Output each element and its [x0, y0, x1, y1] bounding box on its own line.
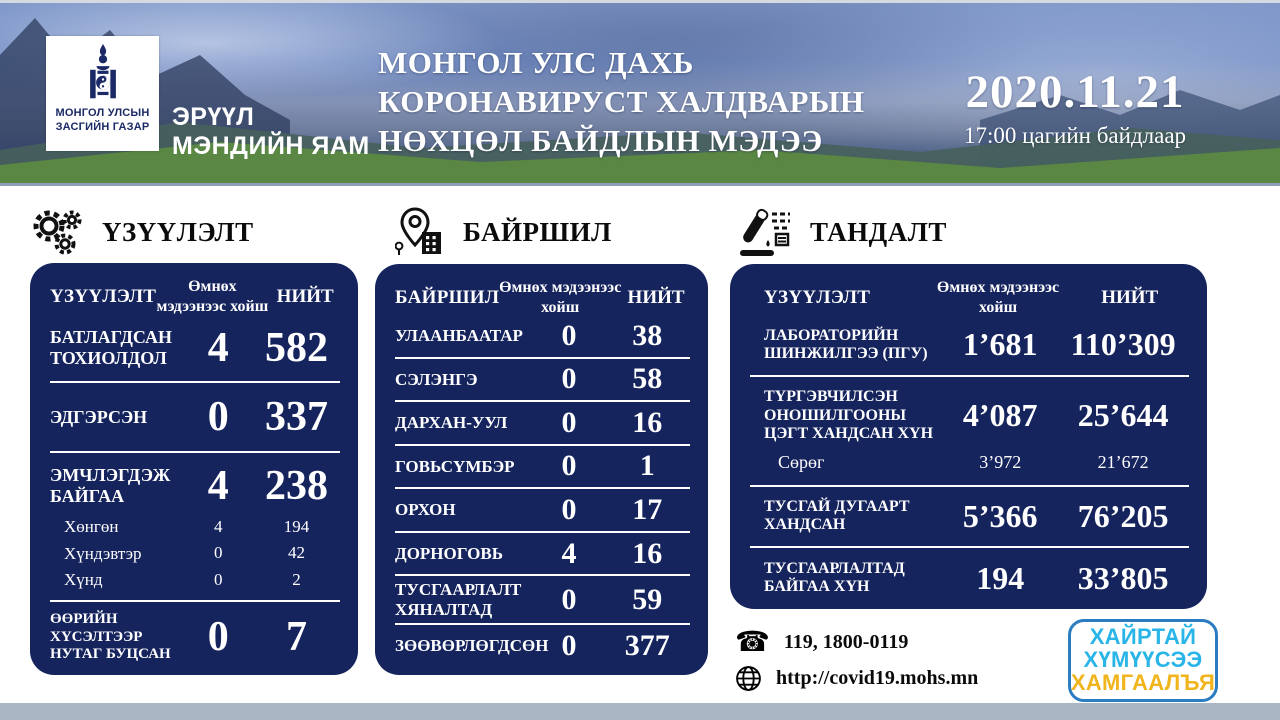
- row-label: ДАРХАН-УУЛ: [395, 413, 508, 433]
- row-new-value: 4’087: [962, 397, 1038, 434]
- row-total-value: 1: [639, 449, 655, 483]
- gov-text-line1: МОНГОЛ УЛСЫН: [55, 107, 150, 119]
- ministry-line1: ЭРҮҮЛ: [172, 103, 255, 131]
- column-header-new: Өмнөх мэдээнээс хойш: [936, 279, 1060, 316]
- row-divider: [50, 600, 340, 602]
- row-new-value: 194: [976, 559, 1025, 596]
- phone-icon: ☎: [735, 625, 770, 658]
- report-date-block: [930, 65, 1220, 149]
- row-total-value: 25’644: [1077, 397, 1169, 434]
- section-heading-locations: [395, 206, 612, 258]
- row-new-value: 4: [561, 536, 577, 570]
- title-line2: КОРОНАВИРУСТ ХАЛДВАРЫН: [378, 84, 865, 120]
- row-new-value: 4: [213, 516, 223, 536]
- row-label: ЭДГЭРСЭН: [50, 406, 148, 427]
- table-row-transported: [395, 629, 690, 663]
- section-heading-surveillance: [738, 206, 947, 258]
- row-new-value: 0: [561, 318, 577, 352]
- row-total-value: 110’309: [1070, 326, 1176, 363]
- table-row-orkhon: [395, 493, 690, 527]
- row-new-value: 0: [561, 449, 577, 483]
- row-divider: [395, 444, 690, 446]
- row-label: ЭМЧЛЭГДЭЖ БАЙГАА: [50, 465, 171, 507]
- row-total-value: 33’805: [1077, 559, 1169, 596]
- lab-test-icon: [738, 206, 794, 258]
- column-header-label: ҮЗҮҮЛЭЛТ: [764, 287, 871, 308]
- row-label: Хүндэвтэр: [64, 543, 142, 563]
- row-total-value: 17: [632, 493, 663, 527]
- row-new-value: 0: [213, 543, 223, 563]
- row-new-value: 0: [561, 493, 577, 527]
- title-line1: МОНГОЛ УЛС ДАХЬ: [378, 45, 694, 80]
- row-total-value: 337: [264, 393, 328, 440]
- header-banner: [0, 0, 1280, 186]
- row-divider: [395, 400, 690, 402]
- row-total-value: 7: [285, 614, 307, 661]
- ministry-name: [172, 103, 370, 161]
- row-label: ТҮРГЭВЧИЛСЭН ОНОШИЛГООНЫ ЦЭГТ ХАНДСАН ХҮН: [764, 388, 934, 443]
- table-header: [50, 277, 340, 317]
- column-header-new: Өмнөх мэдээнээс хойш: [156, 278, 269, 315]
- row-divider: [395, 531, 690, 533]
- row-label: ТУСГААРЛАЛТАД БАЙГАА ХҮН: [764, 560, 905, 596]
- footer-bar: [0, 703, 1280, 720]
- row-total-value: 377: [624, 628, 670, 662]
- row-total-value: 16: [632, 536, 663, 570]
- table-row-govisumber: [395, 449, 690, 483]
- row-divider: [50, 381, 340, 383]
- table-header: [750, 278, 1189, 318]
- row-total-value: 38: [632, 318, 663, 352]
- soyombo-emblem-icon: [80, 44, 126, 102]
- table-row-in-treatment: [50, 462, 340, 510]
- row-label: Хөнгөн: [64, 516, 119, 536]
- row-label: УЛААНБААТАР: [395, 326, 523, 345]
- row-new-value: 0: [213, 570, 223, 589]
- row-divider: [395, 487, 690, 489]
- row-new-value: 0: [561, 405, 577, 439]
- table-subrow-mild: [50, 517, 340, 537]
- column-header-total: НИЙТ: [276, 286, 334, 307]
- row-label: ТУСГАЙ ДУГААРТ ХАНДСАН: [764, 498, 910, 534]
- row-total-value: 582: [264, 324, 328, 371]
- row-divider: [395, 623, 690, 625]
- row-total-value: 238: [264, 463, 328, 510]
- website-row: [735, 665, 978, 692]
- section-title: ҮЗҮҮЛЭЛТ: [102, 216, 254, 247]
- table-header: [395, 278, 690, 318]
- row-total-value: 42: [287, 543, 305, 563]
- table-subrow-negative: [750, 452, 1189, 473]
- table-row-hotline-calls: [750, 498, 1189, 535]
- row-total-value: 21’672: [1097, 452, 1149, 473]
- location-pin-icon: [395, 206, 447, 258]
- globe-icon: [735, 665, 762, 692]
- table-row-recovered: [50, 393, 340, 441]
- row-new-value: 0: [561, 628, 577, 662]
- row-new-value: 0: [561, 582, 577, 616]
- row-total-value: 194: [283, 516, 310, 536]
- report-date: 2020.11.21: [965, 66, 1185, 118]
- gears-icon: [30, 208, 86, 256]
- table-row-darkhan-uul: [395, 406, 690, 440]
- government-logo: [46, 36, 159, 151]
- row-label: ГОВЬСҮМБЭР: [395, 456, 515, 476]
- table-row-isolation-monitoring: [395, 580, 690, 619]
- table-row-returned-home: [50, 611, 340, 663]
- row-new-value: 5’366: [962, 497, 1038, 534]
- row-new-value: 1’681: [962, 326, 1038, 363]
- row-label: ТУСГААРЛАЛТ ХЯНАЛТАД: [395, 580, 522, 619]
- row-divider: [750, 485, 1189, 487]
- row-divider: [750, 546, 1189, 548]
- table-row-confirmed: [50, 324, 340, 372]
- row-label: ОРХОН: [395, 500, 456, 520]
- row-divider: [50, 451, 340, 453]
- row-label: БАТЛАГДСАН ТОХИОЛДОЛ: [50, 326, 172, 368]
- row-total-value: 76’205: [1077, 497, 1169, 534]
- row-total-value: 58: [632, 362, 663, 396]
- badge-line1: ХАЙРТАЙ: [1089, 624, 1197, 650]
- row-total-value: 59: [632, 582, 663, 616]
- gov-text-line2: ЗАСГИЙН ГАЗАР: [55, 120, 150, 133]
- surveillance-panel: [730, 264, 1207, 609]
- badge-line3: ХАМГААЛЪЯ: [1070, 669, 1216, 695]
- row-total-value: 2: [292, 570, 301, 589]
- column-header-total: НИЙТ: [1101, 287, 1159, 308]
- row-new-value: 4: [207, 463, 229, 510]
- row-label: ЗӨӨВӨРЛӨГДСӨН: [395, 636, 549, 656]
- ministry-line2: МЭНДИЙН ЯАМ: [172, 131, 370, 160]
- row-new-value: 0: [207, 614, 229, 661]
- column-header-label: БАЙРШИЛ: [395, 287, 500, 308]
- phone-row: [735, 625, 978, 658]
- page-title: [378, 43, 865, 160]
- table-row-lab-tests: [750, 326, 1189, 363]
- section-title: ТАНДАЛТ: [810, 216, 947, 247]
- row-new-value: 0: [207, 393, 229, 440]
- column-header-label: ҮЗҮҮЛЭЛТ: [50, 286, 157, 307]
- row-label: СЭЛЭНГЭ: [395, 369, 478, 389]
- row-divider: [750, 375, 1189, 377]
- row-label: Сөрөг: [778, 452, 825, 473]
- row-total-value: 16: [632, 405, 663, 439]
- table-row-ulaanbaatar: [395, 319, 690, 353]
- report-time-note: 17:00 цагийн байдлаар: [963, 123, 1187, 148]
- row-new-value: 0: [561, 362, 577, 396]
- row-new-value: 3’972: [979, 452, 1022, 473]
- table-row-in-isolation: [750, 560, 1189, 597]
- row-label: ӨӨРИЙН ХҮСЭЛТЭЭР НУТАГ БУЦСАН: [50, 611, 171, 662]
- column-header-new: Өмнөх мэдээнээс хойш: [499, 279, 622, 316]
- locations-panel: [375, 264, 708, 675]
- campaign-badge: [1068, 619, 1218, 702]
- row-label: Хүнд: [64, 570, 103, 590]
- contact-block: [735, 625, 979, 701]
- table-subrow-severe: [50, 570, 340, 590]
- section-title: БАЙРШИЛ: [463, 216, 612, 247]
- row-new-value: 4: [207, 324, 229, 371]
- table-row-selenge: [395, 362, 690, 396]
- table-row-dornogovi: [395, 537, 690, 571]
- phone-number: 119, 1800-0119: [783, 630, 909, 653]
- row-label: ДОРНОГОВЬ: [395, 543, 503, 563]
- title-line3: НӨХЦӨЛ БАЙДЛЫН МЭДЭЭ: [378, 123, 823, 159]
- row-label: ЛАБОРАТОРИЙН ШИНЖИЛГЭЭ (ПГУ): [764, 326, 928, 362]
- table-row-rapid-test-point: [750, 388, 1189, 443]
- row-divider: [395, 574, 690, 576]
- website-url[interactable]: http://covid19.mohs.mn: [776, 667, 979, 689]
- indicators-panel: [30, 263, 358, 675]
- column-header-total: НИЙТ: [627, 287, 685, 308]
- table-subrow-moderate: [50, 543, 340, 563]
- badge-line2: ХҮМҮҮСЭЭ: [1083, 647, 1203, 673]
- row-divider: [395, 357, 690, 359]
- section-heading-indicators: [30, 208, 254, 256]
- government-logo-text: [55, 107, 149, 135]
